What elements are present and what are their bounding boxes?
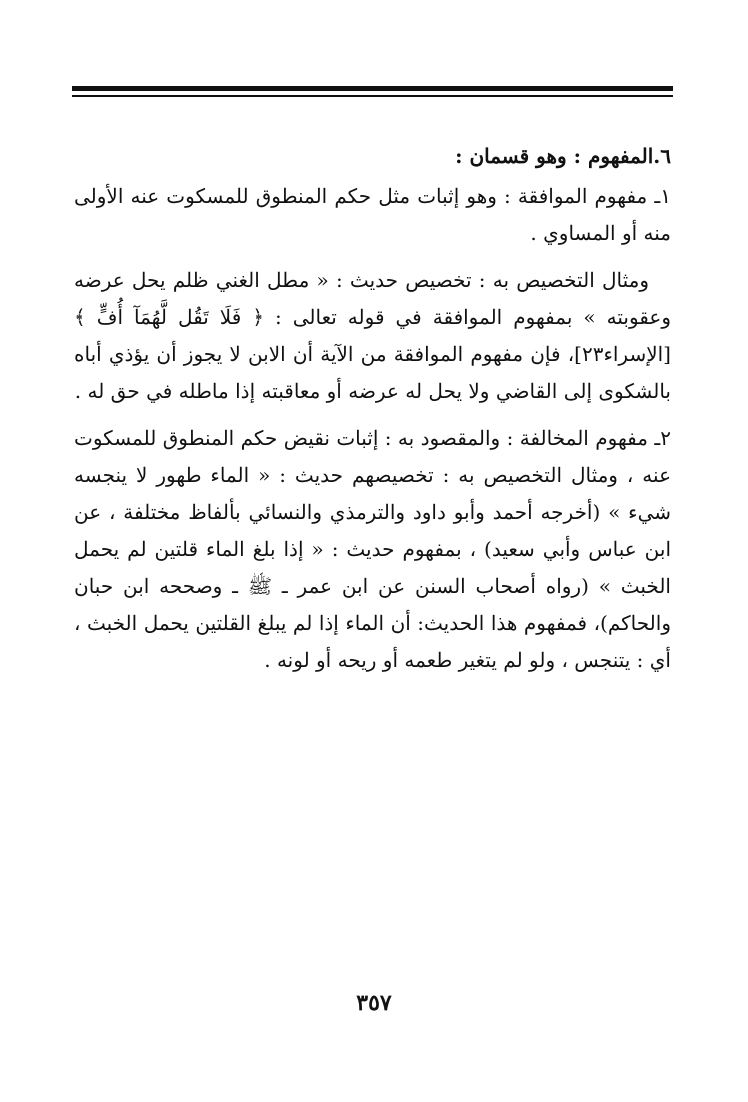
paragraph-muwafaqa-example: ومثال التخصيص به : تخصيص حديث : « مطل الغني ظلم يحل عرضه وعقوبته » بمفهوم الموافقة في قوله تعالى : ﴿ فَلَا تَقُل لَّهُمَآ أُفٍّ ﴾ [الإسراء٢٣]، فإن مفهوم الموافقة من الآية أن الابن لا يجوز أن يؤذي أباه بالشكوى إلى القاضي ولا يحل له عرضه أو معاقبته إذا ماطله في حق له . [74,268,671,403]
paragraph-gap [74,252,671,262]
page-body [74,138,671,679]
paragraph-muwafaqa-definition: ١ـ مفهوم الموافقة : وهو إثبات مثل حكم المنطوق للمسكوت عنه الأولى منه أو المساوي . [74,184,671,245]
paragraph-gap [74,410,671,420]
section-heading: ٦.المفهوم : وهو قسمان : [455,144,671,168]
page-number: ٣٥٧ [356,990,392,1016]
header-rule-thick [72,86,673,91]
header-rule-thin [72,95,673,97]
paragraph-mukhalafa: ٢ـ مفهوم المخالفة : والمقصود به : إثبات نقيض حكم المنطوق للمسكوت عنه ، ومثال التخصيص به : تخصيصهم حديث : « الماء طهور لا ينجسه شيء » (أخرجه أحمد وأبو داود والترمذي والنسائي بألفاظ مختلفة ، عن ابن عباس وأبي سعيد) ، بمفهوم حديث : « إذا بلغ الماء قلتين لم يحمل الخبث » (رواه أصحاب السنن عن ابن عمر ـ ﷺ ـ وصححه ابن حبان والحاكم)، فمفهوم هذا الحديث: أن الماء إذا لم يبلغ القلتين يحمل الخبث ، أي : يتنجس ، ولو لم يتغير طعمه أو ريحه أو لونه . [74,426,671,672]
